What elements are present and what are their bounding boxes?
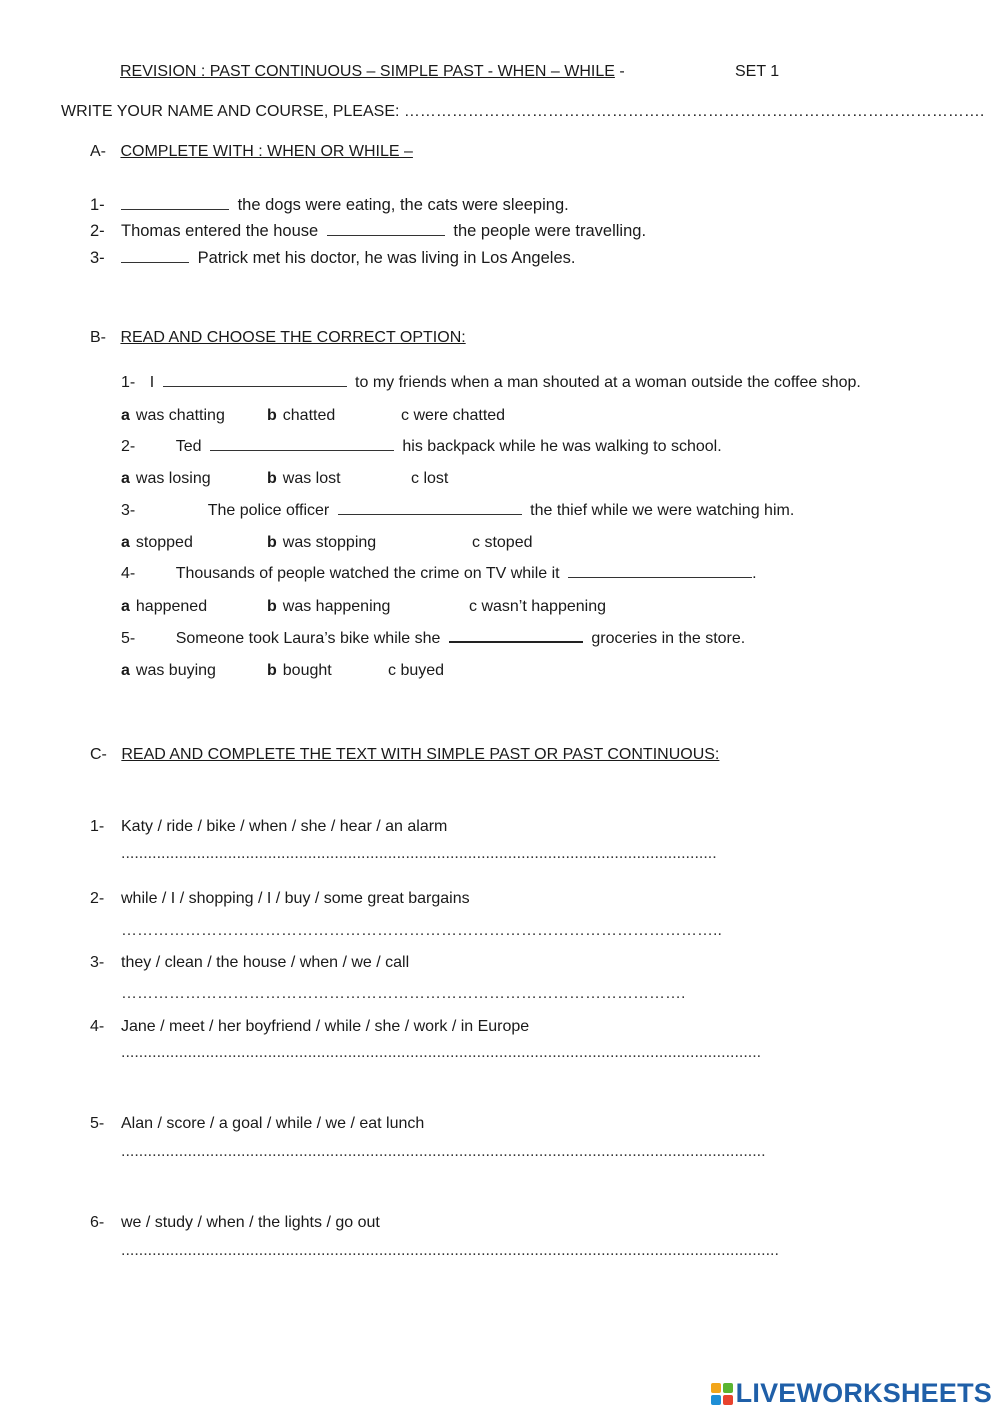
answer-blank[interactable] (210, 449, 394, 451)
question-row: 1- I to my friends when a man shouted at a woman outside the coffee shop. (121, 374, 861, 391)
section-c-title: READ AND COMPLETE THE TEXT WITH SIMPLE PAST OR PAST CONTINUOUS: (121, 746, 720, 763)
options-row (121, 470, 449, 488)
option-b[interactable]: b bought (267, 662, 332, 679)
option-b[interactable]: b was lost (267, 470, 341, 487)
options-row (121, 662, 445, 680)
prompt-row: 1- Katy / ride / bike / when / she / hear / an alarm (90, 818, 448, 835)
answer-blank[interactable] (338, 513, 522, 515)
options-row (121, 534, 533, 552)
section-b-heading (90, 329, 466, 347)
section-a-item: 1- the dogs were eating, the cats were sleeping. (90, 196, 569, 214)
question-row: 2- Ted his backpack while he was walking to school. (121, 438, 722, 455)
set-label: SET 1 (735, 63, 780, 80)
name-course-prompt: WRITE YOUR NAME AND COURSE, PLEASE: ………………………………………………………………………………………………. (61, 103, 985, 120)
section-a-item: 3- Patrick met his doctor, he was living in Los Angeles. (90, 249, 576, 267)
worksheet-title-tail: - (619, 63, 625, 80)
section-c-letter: C- (90, 746, 107, 763)
prompt-row: 6- we / study / when / the lights / go out (90, 1214, 380, 1231)
answer-blank[interactable] (568, 576, 752, 578)
options-row (121, 598, 606, 616)
option-a[interactable]: a was chatting (121, 407, 225, 424)
section-a-heading (90, 143, 413, 161)
question-row: 4- Thousands of people watched the crime on TV while it . (121, 565, 757, 582)
answer-line[interactable]: ……………………………………………………………………………………………. (121, 985, 686, 1002)
section-a-title: COMPLETE WITH : WHEN OR WHILE – (120, 143, 413, 160)
answer-line[interactable]: .................................................................................................................................................... (121, 1242, 779, 1259)
liveworksheets-logo-icon (711, 1383, 733, 1405)
liveworksheets-brand: LIVEWORKSHEETS (735, 1378, 992, 1408)
option-c[interactable]: c stoped (472, 534, 533, 551)
option-a[interactable]: a happened (121, 598, 208, 615)
answer-line[interactable]: ...................................................................................................................................... (121, 845, 717, 862)
option-c[interactable]: c buyed (388, 662, 445, 679)
prompt-row: 5- Alan / score / a goal / while / we / eat lunch (90, 1115, 425, 1132)
prompt-row: 2- while / I / shopping / I / buy / some great bargains (90, 890, 470, 907)
section-b-title: READ AND CHOOSE THE CORRECT OPTION: (120, 329, 466, 346)
option-c[interactable]: c lost (411, 470, 449, 487)
prompt-row: 4- Jane / meet / her boyfriend / while / she / work / in Europe (90, 1018, 530, 1035)
option-b[interactable]: b chatted (267, 407, 336, 424)
liveworksheets-logo[interactable] (711, 1378, 992, 1409)
question-row: 3- The police officer the thief while we were watching him. (121, 502, 795, 519)
answer-line[interactable]: ................................................................................................................................................ (121, 1044, 762, 1061)
section-c-heading (90, 746, 719, 764)
option-b[interactable]: b was stopping (267, 534, 377, 551)
question-row: 5- Someone took Laura’s bike while she groceries in the store. (121, 630, 746, 647)
answer-blank[interactable] (449, 641, 583, 643)
option-c[interactable]: c wasn’t happening (469, 598, 606, 615)
prompt-row: 3- they / clean / the house / when / we / call (90, 954, 410, 971)
answer-blank[interactable] (121, 208, 229, 210)
options-row (121, 407, 506, 425)
option-b[interactable]: b was happening (267, 598, 391, 615)
section-a-item: 2- Thomas entered the house the people were travelling. (90, 222, 647, 240)
option-a[interactable]: a stopped (121, 534, 193, 551)
answer-blank[interactable] (327, 234, 445, 236)
section-a-letter: A- (90, 143, 106, 160)
answer-line[interactable]: ................................................................................................................................................. (121, 1143, 766, 1160)
worksheet-title: REVISION : PAST CONTINUOUS – SIMPLE PAST - WHEN – WHILE (120, 63, 615, 80)
answer-blank[interactable] (121, 261, 189, 263)
answer-blank[interactable] (163, 385, 347, 387)
answer-line[interactable]: ………………………………………………………………………………………………….. (121, 922, 722, 939)
option-a[interactable]: a was losing (121, 470, 211, 487)
section-b-letter: B- (90, 329, 106, 346)
worksheet-title-row (120, 63, 625, 81)
option-c[interactable]: c were chatted (401, 407, 506, 424)
option-a[interactable]: a was buying (121, 662, 216, 679)
